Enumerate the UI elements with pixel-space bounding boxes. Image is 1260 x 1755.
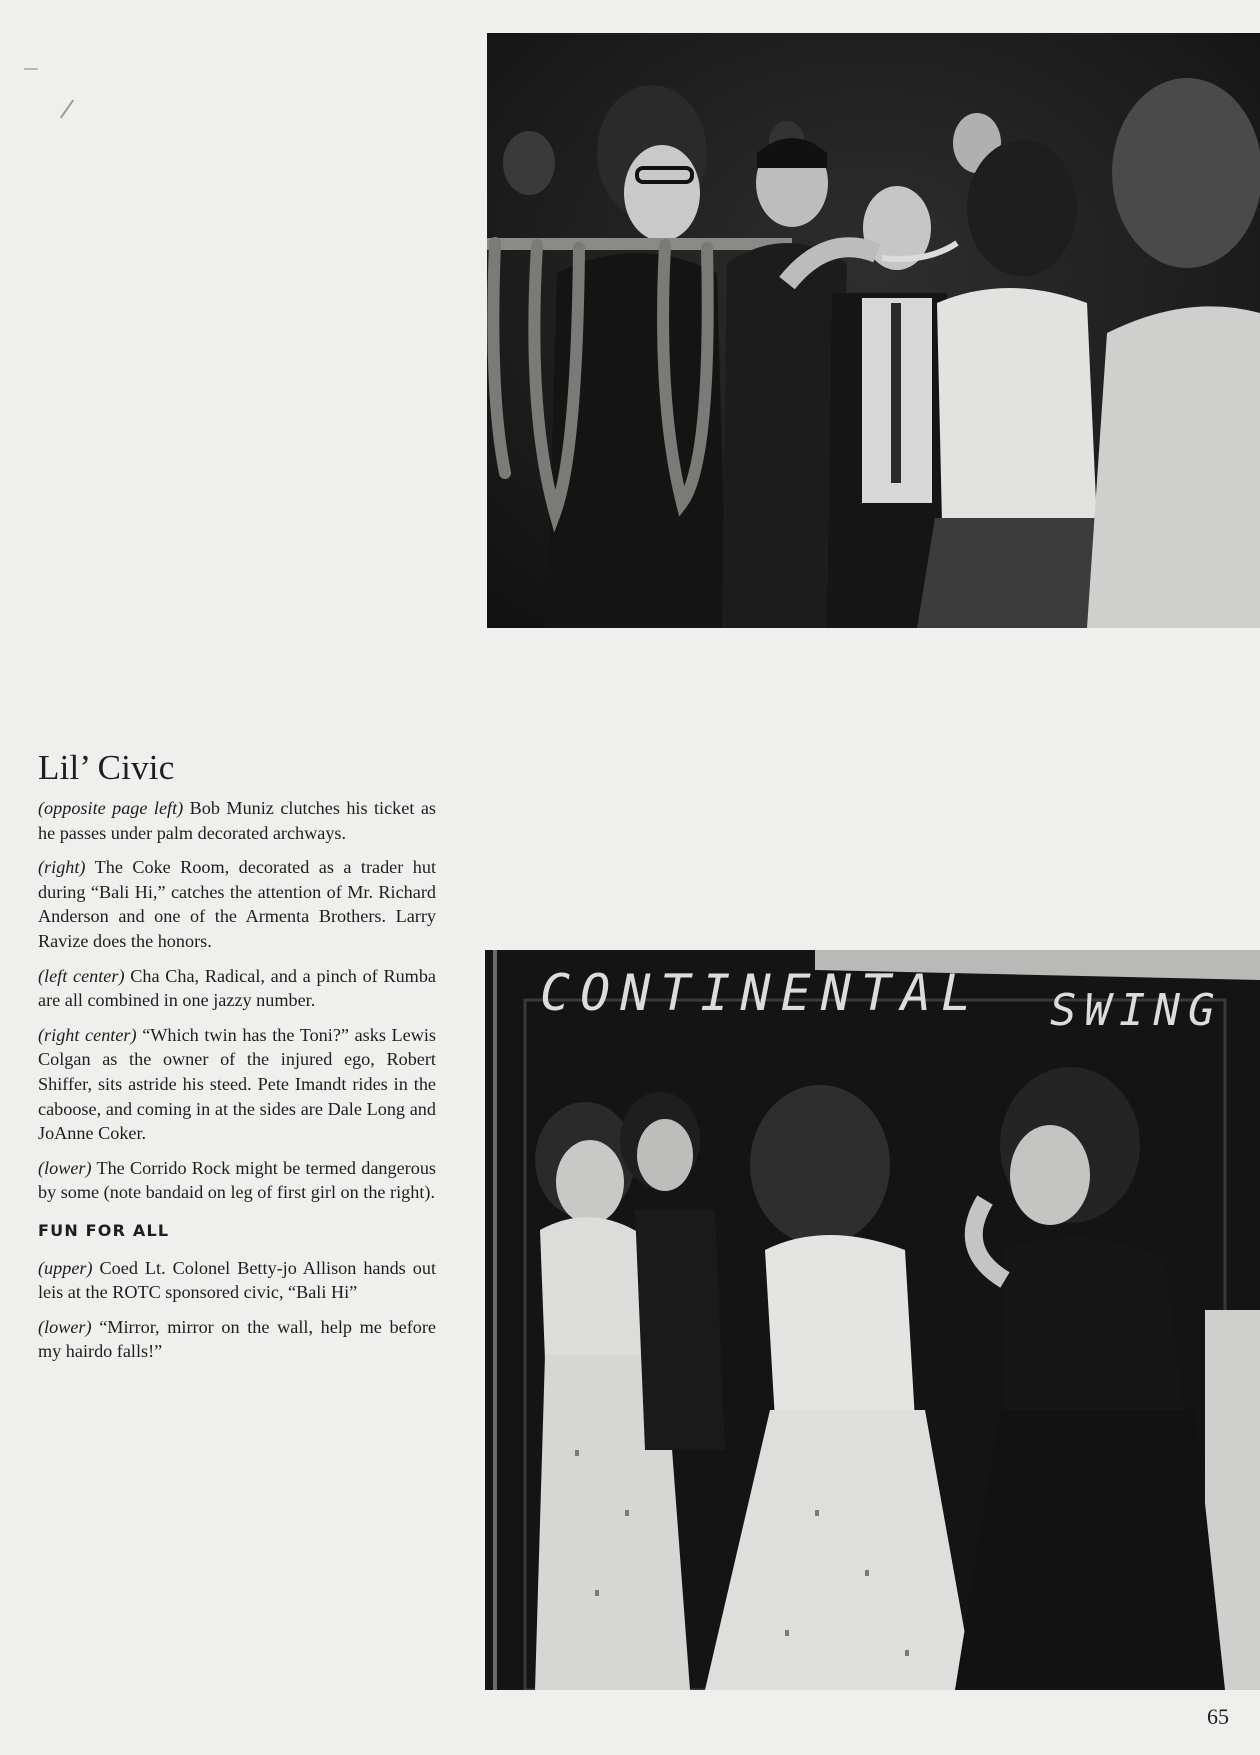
sign-text-swing: SWING <box>1050 985 1223 1036</box>
caption-text: Coed Lt. Colonel Betty-jo Allison hands out leis at the ROTC sponsored civic, “Bali Hi” <box>38 1257 436 1303</box>
caption-right-center <box>38 1023 436 1146</box>
caption-tag: (lower) <box>38 1157 92 1178</box>
caption-opposite-page-left <box>38 796 436 845</box>
pencil-mark <box>24 68 38 70</box>
caption-tag: (lower) <box>38 1316 92 1337</box>
caption-left-center <box>38 964 436 1013</box>
caption-upper-leis <box>38 1256 436 1305</box>
photo-lower-mirror <box>485 950 1260 1690</box>
section-title: Lil’ Civic <box>38 748 175 787</box>
sign-text-continental: CONTINENTAL <box>540 964 982 1022</box>
caption-text: The Coke Room, decorated as a trader hut during “Bali Hi,” catches the attention of Mr. Richard Anderson and one of the Armenta Brothers. Larry Ravize does the honors. <box>38 857 436 951</box>
caption-text: The Corrido Rock might be termed dangerous by some (note bandaid on leg of first girl on the right). <box>38 1157 436 1203</box>
caption-text: “Mirror, mirror on the wall, help me before my hairdo falls!” <box>38 1316 436 1362</box>
caption-text: Bob Muniz clutches his ticket as he passes under palm decorated archways. <box>38 798 436 843</box>
photo-upper-leis <box>487 33 1260 628</box>
photo-upper-image <box>487 33 1260 628</box>
photo-lower-image <box>485 950 1260 1690</box>
page-number: 65 <box>1207 1704 1229 1729</box>
caption-column <box>38 748 436 1374</box>
caption-text: “Which twin has the Toni?” asks Lewis Colgan as the owner of the injured ego, Robert Shiffer, sits astride his steed. Pete Imandt rides in the caboose, and coming in at the sides are Dale Long and JoAnne Coker. <box>38 1024 436 1144</box>
caption-tag: (left center) <box>38 965 125 986</box>
caption-tag: (upper) <box>38 1257 93 1278</box>
caption-tag: (opposite page left) <box>38 798 184 818</box>
caption-lower-corrido <box>38 1156 436 1205</box>
subhead-fun-for-all: FUN FOR ALL <box>38 1220 170 1240</box>
caption-tag: (right center) <box>38 1024 137 1045</box>
caption-right <box>38 855 436 953</box>
pencil-mark <box>60 99 74 118</box>
caption-text: Cha Cha, Radical, and a pinch of Rumba are all combined in one jazzy number. <box>38 965 436 1011</box>
caption-lower-mirror <box>38 1315 436 1364</box>
caption-tag: (right) <box>38 857 86 878</box>
